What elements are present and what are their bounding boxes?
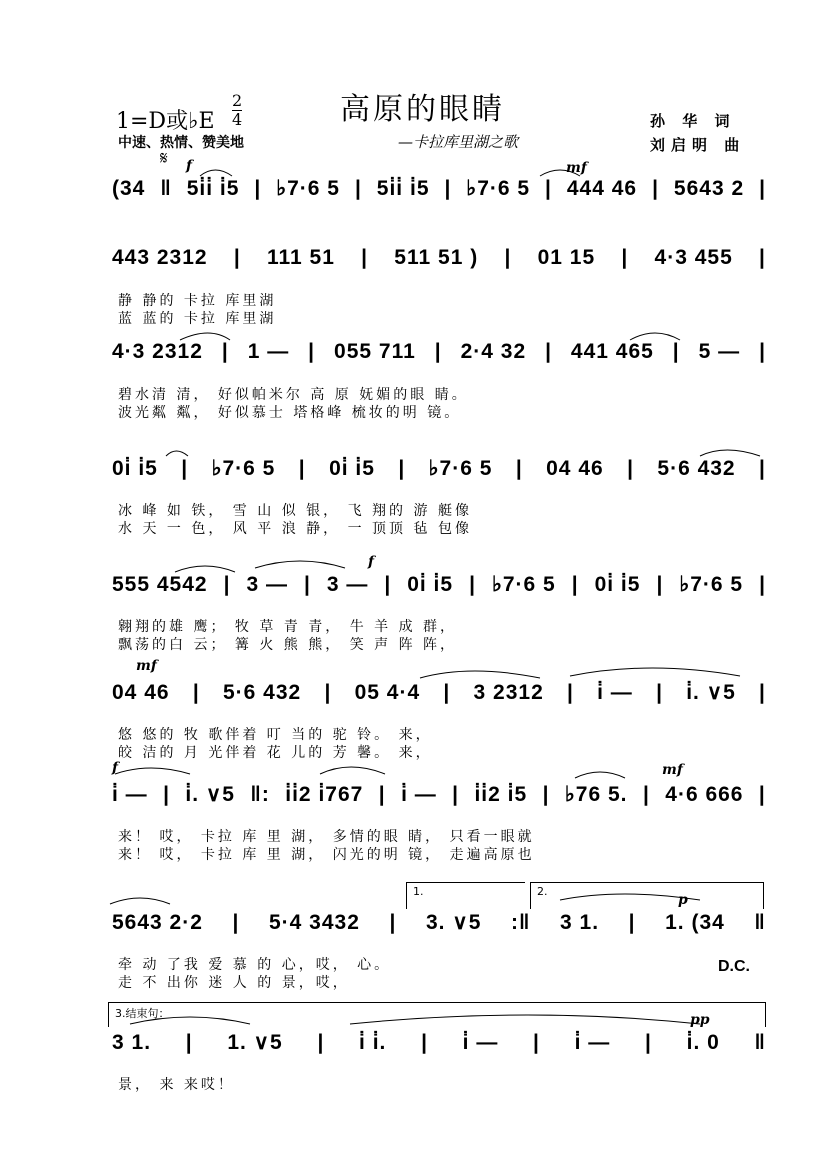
dynamic-mf: mf	[136, 658, 157, 674]
barline: |	[317, 1031, 325, 1054]
barline: |	[628, 911, 636, 934]
barline: |	[221, 340, 229, 363]
barline: |	[469, 573, 476, 596]
note-group: 4·3 2312	[112, 340, 203, 363]
barline: |	[504, 246, 512, 269]
ending-bracket	[108, 1002, 766, 1027]
note-group: i̇ —	[597, 681, 633, 704]
barline: |	[254, 177, 262, 200]
barline: |	[672, 340, 680, 363]
barline: |	[515, 457, 523, 480]
segno-sign: 𝄋	[160, 148, 168, 169]
note-group: 5i̇i̇ i̇5	[376, 177, 430, 200]
slur	[630, 333, 680, 340]
note-group: 5i̇i̇ i̇5	[186, 177, 240, 200]
lyric-line: 牵 动 了我 爱 慕 的 心，哎， 心。	[118, 957, 392, 973]
note-group: 5643 2	[673, 177, 745, 200]
composer-credit: 刘启明 曲	[650, 136, 746, 154]
lyric-line: 水 天 一 色， 风 平 浪 静， 一 顶顶 毡 包像	[118, 521, 472, 537]
barline: |	[324, 681, 332, 704]
volta-bracket-2	[530, 882, 764, 909]
note-group: i̇ —	[574, 1031, 611, 1054]
dynamic-f: f	[112, 760, 119, 776]
time-signature	[232, 92, 242, 129]
slur	[115, 768, 190, 774]
slur	[320, 767, 385, 774]
slur	[570, 668, 740, 676]
notation-row	[112, 782, 766, 807]
barline: |	[185, 1031, 193, 1054]
barline: |	[361, 246, 369, 269]
note-group: 5·6 432	[222, 681, 302, 704]
barline: |	[567, 681, 574, 704]
note-group: 1. (34	[665, 911, 725, 934]
barline: |	[223, 573, 231, 596]
lyric-line: 悠 悠的 牧 歌伴着 叮 当的 驼 铃。 来，	[118, 727, 433, 743]
barline: |	[533, 1031, 540, 1054]
time-sig-top: 2	[232, 91, 243, 110]
note-group: 0i̇ i̇5	[112, 457, 158, 480]
note-group: 3. ∨5	[425, 911, 482, 934]
barline: |	[627, 457, 634, 480]
note-group: 01 15	[537, 246, 596, 269]
note-group: 3 1.	[560, 911, 600, 934]
notation-row	[112, 246, 766, 270]
barline: ‖	[754, 1031, 766, 1054]
dynamic-pp: pp	[690, 1012, 710, 1028]
note-group: ♭7·6 5	[211, 457, 276, 480]
note-group: 5643 2·2	[112, 911, 203, 934]
note-group: 511 51 )	[394, 246, 479, 269]
note-group: i̇ —	[401, 783, 437, 806]
barline: |	[759, 340, 766, 363]
song-subtitle: —卡拉库里湖之歌	[398, 133, 519, 151]
lyricist-credit: 孙 华 词	[650, 112, 736, 130]
barline: |	[389, 911, 397, 934]
barline: |	[444, 177, 452, 200]
note-group: i̇ —	[112, 783, 148, 806]
note-group: 0i̇ i̇5	[594, 573, 641, 596]
note-group: ♭7·6 5	[466, 177, 531, 200]
dynamic-p: p	[678, 892, 688, 908]
note-group: 555 4542	[112, 573, 208, 596]
note-group: i̇i̇2 i̇767	[285, 783, 364, 806]
notation-row	[112, 680, 766, 705]
note-group: i̇. ∨5	[686, 681, 736, 704]
barline: |	[642, 783, 650, 806]
barline: |	[384, 573, 392, 596]
song-title: 高原的眼睛	[340, 92, 505, 127]
barline: |	[443, 681, 451, 704]
note-group: 441 465	[570, 340, 654, 363]
tempo-marking: 中速、热情、赞美地	[118, 135, 244, 151]
dynamic-f: f	[368, 554, 375, 570]
note-group: 4·3 455	[654, 246, 733, 269]
note-group: 1 —	[247, 340, 290, 363]
note-group: 5·4 3432	[268, 911, 360, 934]
barline: |	[434, 340, 442, 363]
lyric-line: 碧水清 清， 好似帕米尔 高 原 妩媚的眼 睛。	[118, 387, 469, 403]
lyric-line: 景， 来 来哎！	[118, 1077, 235, 1093]
dynamic-f: f	[186, 158, 193, 174]
lyric-line: 走 不 出你 迷 人 的 景，哎，	[118, 975, 350, 991]
lyric-line: 来！ 哎， 卡拉 库 里 湖， 闪光的明 镜， 走遍高原也	[118, 847, 535, 863]
note-group: i̇. ∨5	[185, 783, 235, 806]
barline: |	[308, 340, 316, 363]
lyric-line: 波光粼 粼， 好似慕士 塔格峰 梳妆的明 镜。	[118, 405, 462, 421]
barline: |	[233, 246, 241, 269]
barline: |	[298, 457, 306, 480]
key-signature: 1=D或♭E	[116, 109, 215, 134]
barline: |	[759, 681, 766, 704]
barline: |	[545, 177, 552, 200]
barline: ‖:	[250, 783, 270, 806]
ending-label: 3.结束句：	[115, 1007, 170, 1020]
note-group: 3 —	[246, 573, 288, 596]
barline: |	[303, 573, 311, 596]
barline: |	[656, 573, 664, 596]
note-group: 3 2312	[473, 681, 544, 704]
volta-label-1: 1.	[413, 885, 424, 898]
barline: |	[652, 177, 659, 200]
barline: |	[232, 911, 240, 934]
barline: |	[398, 457, 406, 480]
lyric-line: 翱翔的雄 鹰； 牧 草 青 青， 牛 羊 成 群，	[118, 619, 458, 635]
dynamic-mf: mf	[662, 762, 683, 778]
barline: |	[571, 573, 579, 596]
lyric-line: 皎 洁的 月 光伴着 花 儿的 芳 馨。 来，	[118, 745, 433, 761]
barline: |	[163, 783, 170, 806]
notation-row	[112, 340, 766, 364]
notation-row	[112, 176, 766, 201]
note-group: 444 46	[566, 177, 638, 200]
lyric-line: 冰 峰 如 铁， 雪 山 似 银， 飞 翔的 游 艇像	[118, 503, 472, 519]
note-group: ♭76 5.	[564, 783, 628, 806]
note-group: 04 46	[546, 457, 604, 480]
barline: |	[452, 783, 460, 806]
note-group: i̇i̇2 i̇5	[474, 783, 528, 806]
notation-row	[112, 456, 766, 481]
barline: :‖	[510, 911, 531, 934]
slur	[420, 671, 540, 678]
lyric-line: 蓝 蓝的 卡拉 库里湖	[118, 311, 277, 327]
barline: |	[621, 246, 629, 269]
note-group: 5·6 432	[657, 457, 736, 480]
lyric-line: 来！ 哎， 卡拉 库 里 湖， 多情的眼 睛， 只看一眼就	[118, 829, 535, 845]
barline: |	[759, 457, 766, 480]
note-group: 055 711	[334, 340, 416, 363]
notation-row	[112, 572, 766, 597]
barline: |	[354, 177, 362, 200]
notation-row	[112, 910, 766, 935]
note-group: 04 46	[112, 681, 170, 704]
barline: |	[645, 1031, 652, 1054]
note-group: 4·6 666	[665, 783, 744, 806]
note-group: 0i̇ i̇5	[329, 457, 375, 480]
slur	[180, 333, 230, 340]
note-group: 3 —	[326, 573, 369, 596]
slur	[255, 561, 345, 568]
barline: |	[192, 681, 200, 704]
note-group: 2·4 32	[460, 340, 527, 363]
notation-row	[112, 1030, 766, 1055]
barline: |	[759, 246, 766, 269]
lyric-line: 飘荡的白 云； 篝 火 熊 熊， 笑 声 阵 阵，	[118, 637, 458, 653]
volta-bracket-1	[406, 882, 525, 909]
slur	[110, 898, 170, 904]
barline: |	[759, 573, 766, 596]
note-group: (34	[112, 177, 146, 200]
note-group: 05 4·4	[354, 681, 421, 704]
note-group: ♭7·6 5	[276, 177, 340, 200]
barline: |	[759, 177, 766, 200]
dynamic-mf: mf	[566, 160, 587, 176]
note-group: 443 2312	[112, 246, 208, 269]
note-group: i̇. 0	[686, 1031, 720, 1054]
slur	[575, 772, 625, 778]
note-group: 3 1.	[112, 1031, 152, 1054]
note-group: 111 51	[266, 246, 335, 269]
barline: ‖	[160, 177, 172, 200]
note-group: ♭7·6 5	[679, 573, 744, 596]
note-group: ♭7·6 5	[491, 573, 556, 596]
barline: |	[545, 340, 552, 363]
barline: |	[758, 783, 766, 806]
volta-label-2: 2.	[537, 885, 548, 898]
da-capo-mark: D.C.	[718, 958, 750, 975]
note-group: i̇ —	[462, 1031, 499, 1054]
barline: ‖	[754, 911, 766, 934]
note-group: ♭7·6 5	[428, 457, 493, 480]
barline: |	[421, 1031, 428, 1054]
note-group: 0i̇ i̇5	[407, 573, 454, 596]
barline: |	[181, 457, 189, 480]
note-group: 1. ∨5	[227, 1031, 283, 1054]
time-sig-bottom: 4	[232, 110, 243, 129]
note-group: 5 —	[698, 340, 741, 363]
barline: |	[656, 681, 663, 704]
barline: |	[542, 783, 550, 806]
lyric-line: 静 静的 卡拉 库里湖	[118, 293, 277, 309]
barline: |	[378, 783, 386, 806]
note-group: i̇ i̇.	[359, 1031, 387, 1054]
